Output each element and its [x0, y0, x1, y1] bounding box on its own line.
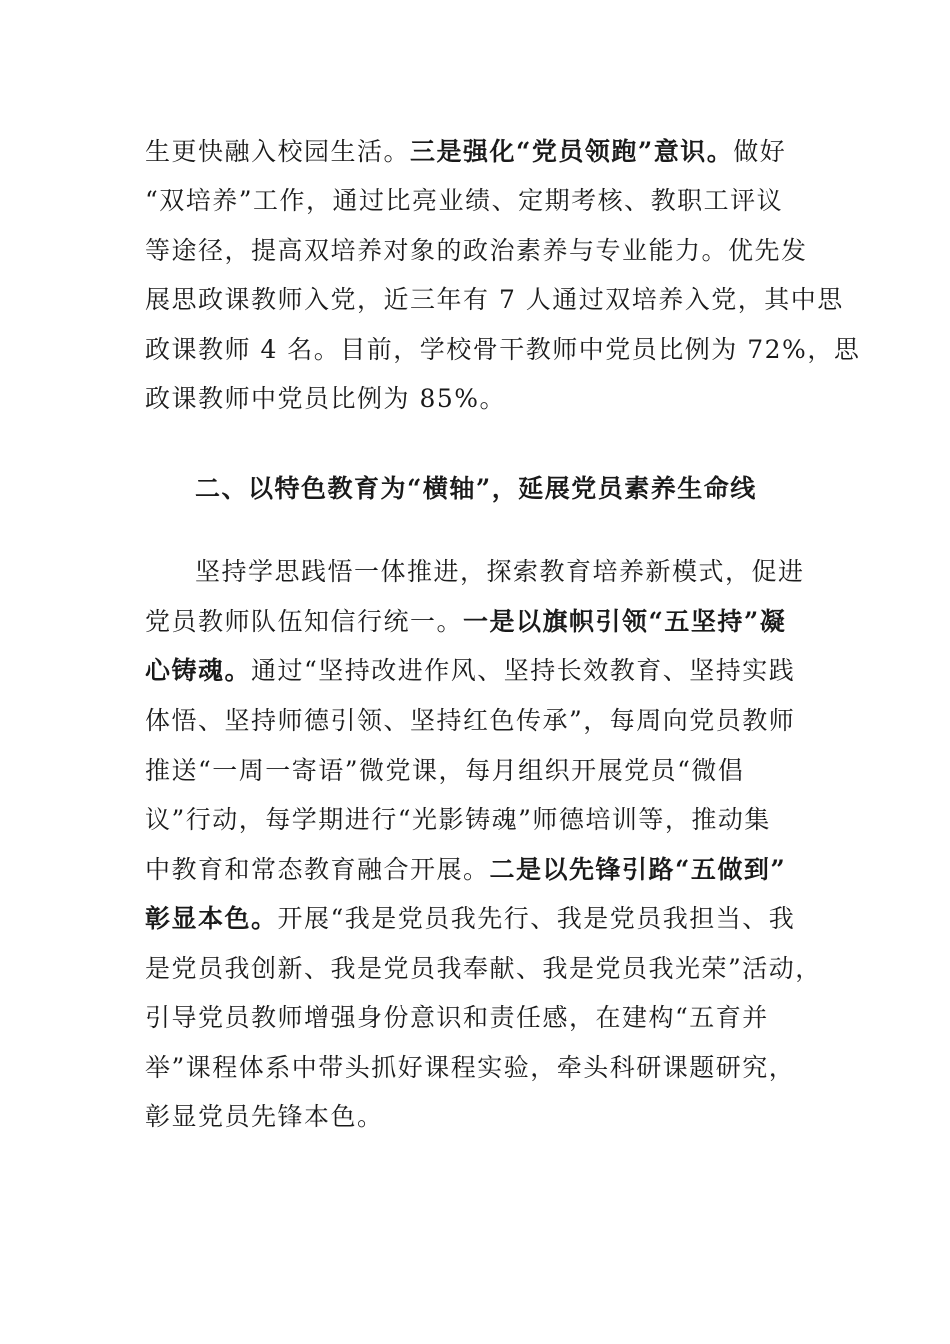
text-run: 开展“我是党员我先行、我是党员我担当、我 — [277, 904, 796, 933]
bold-text-run: 一是以旗帜引领“五坚持”凝 — [463, 607, 787, 636]
bold-text-run: 彰显本色。 — [145, 904, 278, 933]
paragraph-line — [145, 904, 795, 934]
paragraph-line: “双培养”工作，通过比亮业绩、定期考核、教职工评议 — [145, 186, 784, 215]
text-run: 做好 — [733, 137, 787, 166]
bold-text-run: 三是强化“党员领跑”意识。 — [410, 137, 734, 166]
paragraph-line: 议”行动，每学期进行“光影铸魂”师德培训等，推动集 — [145, 805, 771, 834]
paragraph-line: 引导党员教师增强身份意识和责任感，在建构“五育并 — [145, 1003, 769, 1032]
bold-text-run: 心铸魂。 — [145, 656, 252, 685]
paragraph-line — [145, 607, 786, 637]
paragraph-line: 举”课程体系中带头抓好课程实验，牵头科研课题研究， — [145, 1053, 796, 1082]
paragraph-line: 体悟、坚持师德引领、坚持红色传承”，每周向党员教师 — [145, 706, 796, 735]
paragraph-line — [145, 137, 786, 167]
paragraph-line: 坚持学思践悟一体推进，探索教育培养新模式，促进 — [195, 557, 805, 586]
paragraph-line — [145, 656, 795, 686]
paragraph-line: 是党员我创新、我是党员我奉献、我是党员我光荣”活动， — [145, 954, 822, 983]
bold-text-run: 二是以先锋引路“五做到” — [489, 855, 787, 884]
paragraph-line: 政课教师 4 名。目前，学校骨干教师中党员比例为 72%，思 — [145, 335, 861, 364]
paragraph-line: 展思政课教师入党，近三年有 7 人通过双培养入党，其中思 — [145, 285, 844, 314]
text-run: 生更快融入校园生活。 — [145, 137, 411, 166]
text-run: 中教育和常态教育融合开展。 — [145, 855, 490, 884]
text-run: 党员教师队伍知信行统一。 — [145, 607, 464, 636]
paragraph-line: 推送“一周一寄语”微党课，每月组织开展党员“微倡 — [145, 756, 745, 785]
section-heading: 二、以特色教育为“横轴”，延展党员素养生命线 — [195, 474, 757, 503]
text-run: 通过“坚持改进作风、坚持长效教育、坚持实践 — [251, 656, 796, 685]
paragraph-line — [145, 855, 786, 885]
paragraph-line: 政课教师中党员比例为 85%。 — [145, 384, 507, 413]
paragraph-line: 彰显党员先锋本色。 — [145, 1102, 384, 1131]
paragraph-line: 等途径，提高双培养对象的政治素养与专业能力。优先发 — [145, 236, 808, 265]
